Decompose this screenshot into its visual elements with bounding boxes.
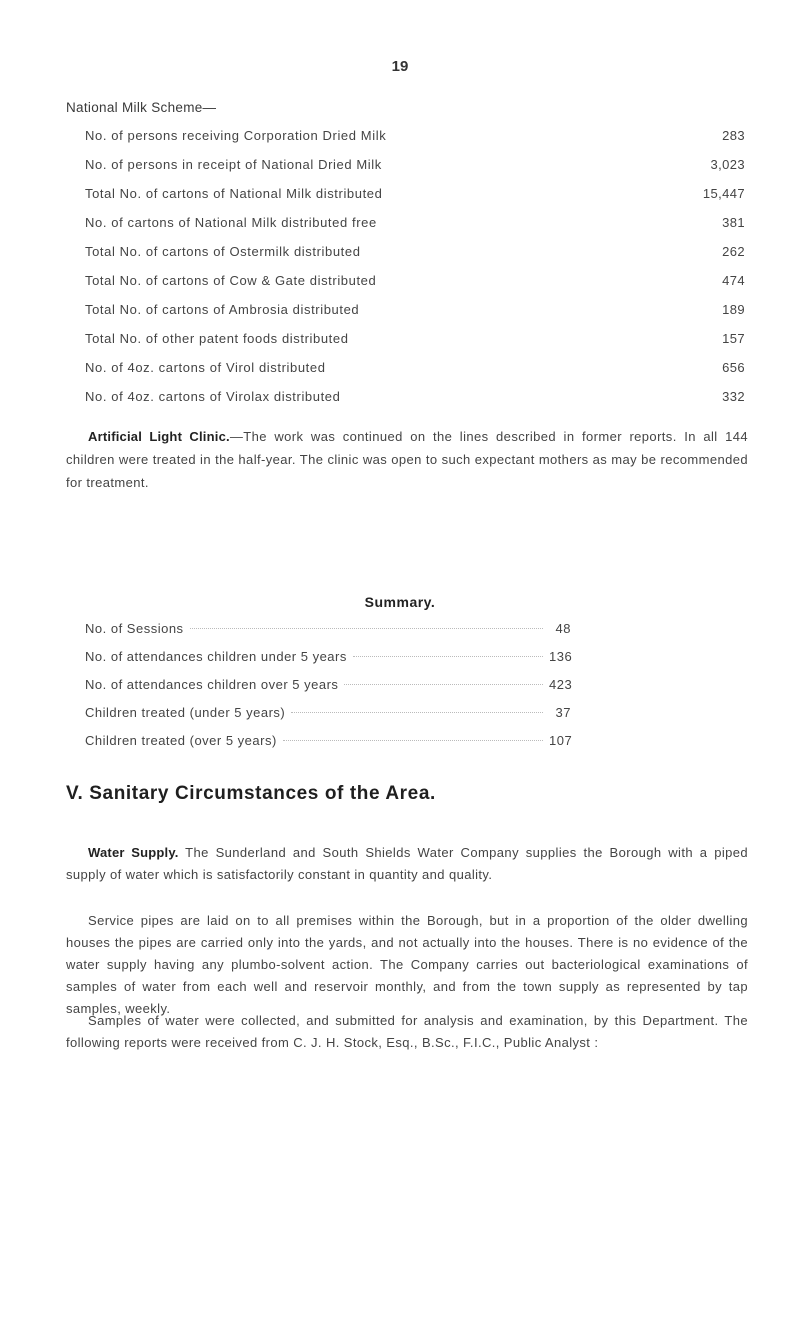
item-label: Children treated (under 5 years) (85, 705, 286, 720)
item-value: 332 (722, 389, 745, 404)
item-label: No. of cartons of National Milk distributed free (85, 215, 377, 230)
milk-scheme-heading: National Milk Scheme— (66, 100, 217, 115)
item-value: 15,447 (702, 186, 745, 201)
item-value: 107 (549, 733, 573, 748)
item-label: No. of attendances children over 5 years (85, 677, 339, 692)
list-item (85, 244, 745, 273)
list-item (85, 360, 745, 389)
item-value: 423 (549, 677, 573, 692)
section-heading: V. Sanitary Circumstances of the Area. (66, 783, 436, 804)
item-label: Children treated (over 5 years) (85, 733, 277, 748)
samples-paragraph: Samples of water were collected, and submitted for analysis and examination, by this Department. The following reports were received from C. J. H. Stock, Esq., B.Sc., F.I.C., Public Analyst : (66, 1013, 748, 1050)
item-value: 189 (722, 302, 745, 317)
item-value: 48 (555, 621, 571, 636)
item-value: 157 (722, 331, 745, 346)
leader-dots (344, 684, 543, 685)
item-label: No. of attendances children under 5 years (85, 649, 347, 664)
item-label: Total No. of cartons of Ambrosia distributed (85, 302, 360, 317)
summary-list (85, 621, 571, 761)
item-value: 381 (722, 215, 745, 230)
clinic-text: —The work was continued on the lines described in former reports. In all 144 children were treated in the half-year. The clinic was open to such expectant mothers as may be recommended for treatment. (66, 429, 749, 490)
milk-scheme-list (85, 128, 745, 418)
item-label: Total No. of other patent foods distributed (85, 331, 349, 346)
clinic-heading: Artificial Light Clinic. (88, 429, 230, 444)
leader-dots (283, 740, 543, 741)
water-supply-heading: Water Supply. (88, 845, 179, 860)
list-item (85, 128, 745, 157)
list-item (85, 621, 571, 649)
list-item (85, 215, 745, 244)
water-supply-text: The Sunderland and South Shields Water Company supplies the Borough with a piped supply of water which is satisfactorily constant in quantity and quality. (66, 845, 748, 882)
water-supply-paragraph (66, 842, 748, 886)
list-item (85, 186, 745, 215)
page-number: 19 (391, 58, 409, 75)
leader-dots (190, 628, 543, 629)
item-value: 474 (722, 273, 745, 288)
list-item (85, 331, 745, 360)
summary-heading: Summary. (364, 594, 436, 610)
item-label: No. of Sessions (85, 621, 184, 636)
item-label: No. of 4oz. cartons of Virolax distributed (85, 389, 341, 404)
item-label: Total No. of cartons of National Milk distributed (85, 186, 383, 201)
item-value: 656 (722, 360, 745, 375)
list-item (85, 157, 745, 186)
item-value: 262 (722, 244, 745, 259)
list-item (85, 273, 745, 302)
item-label: Total No. of cartons of Cow & Gate distributed (85, 273, 377, 288)
service-pipes-paragraph: Service pipes are laid on to all premises within the Borough, but in a proportion of the older dwelling houses the pipes are carried only into the yards, and not actually into the houses. There is no evidence of the water supply having any plumbo-solvent action. The Company carries out bacteriological examinations of samples of water from each well and reservoir monthly, and from the town supply as represented by tap samples, weekly. (66, 913, 748, 1016)
list-item (85, 302, 745, 331)
list-item (85, 677, 571, 705)
item-label: No. of persons receiving Corporation Dried Milk (85, 128, 387, 143)
item-label: No. of persons in receipt of National Dried Milk (85, 157, 382, 172)
item-label: Total No. of cartons of Ostermilk distributed (85, 244, 361, 259)
item-label: No. of 4oz. cartons of Virol distributed (85, 360, 326, 375)
leader-dots (353, 656, 543, 657)
list-item (85, 649, 571, 677)
list-item (85, 733, 571, 761)
clinic-paragraph (66, 425, 748, 494)
item-value: 3,023 (710, 157, 745, 172)
item-value: 136 (549, 649, 573, 664)
item-value: 283 (722, 128, 745, 143)
list-item (85, 705, 571, 733)
list-item (85, 389, 745, 418)
leader-dots (291, 712, 543, 713)
item-value: 37 (555, 705, 571, 720)
